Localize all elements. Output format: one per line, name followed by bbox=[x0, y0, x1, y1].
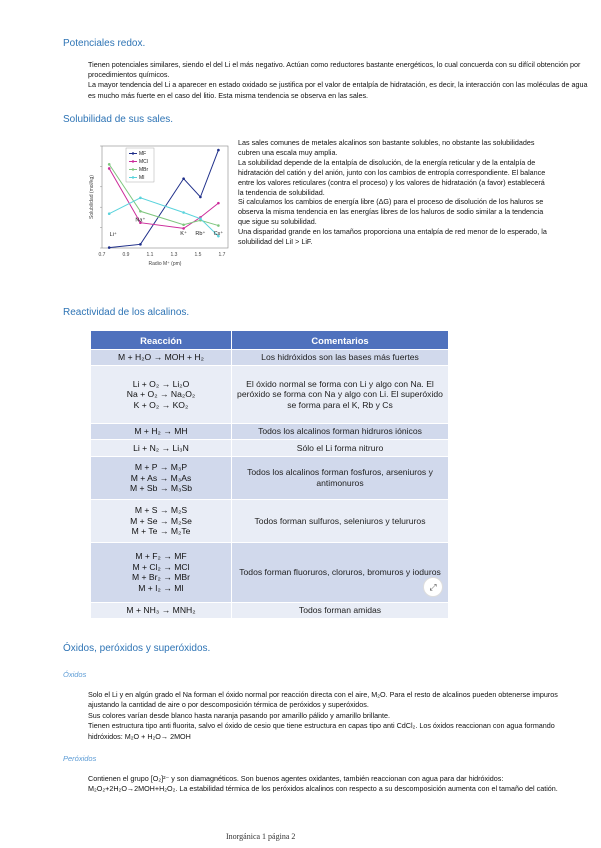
x-tick-label: 1.3 bbox=[170, 252, 178, 258]
page-footer: Inorgánica 1 página 2 bbox=[226, 832, 296, 841]
x-axis-label: Radio M⁺ (pm) bbox=[148, 261, 182, 267]
data-point-mf bbox=[108, 246, 111, 249]
section-title-redox: Potenciales redox. bbox=[63, 38, 146, 49]
section-title-oxidos: Óxidos, peróxidos y superóxidos. bbox=[63, 643, 211, 654]
legend-label: MBr bbox=[139, 167, 149, 173]
data-point-mi bbox=[199, 217, 202, 220]
reaction-equation: M + F₂ → MF bbox=[135, 551, 187, 562]
data-point-mcl bbox=[182, 227, 185, 230]
series-line-mcl bbox=[109, 168, 218, 228]
section-title-reactividad: Reactividad de los alcalinos. bbox=[63, 307, 190, 318]
reaction-equation: M + P → M₃P bbox=[134, 461, 188, 472]
data-point-mf bbox=[217, 149, 220, 152]
table-header-reaction: Reacción bbox=[91, 331, 232, 350]
data-point-mcl bbox=[108, 167, 111, 170]
legend-marker bbox=[132, 176, 134, 178]
reaction-cell bbox=[91, 350, 232, 366]
comment-cell: Todos forman fluoruros, cloruros, bromuros y ioduros bbox=[232, 542, 449, 602]
reaction-equation: M + Br₂ → MBr bbox=[131, 572, 190, 583]
plot-frame bbox=[102, 146, 228, 248]
reaction-cell bbox=[91, 499, 232, 542]
solubilidad-text bbox=[238, 138, 550, 247]
reaction-cell bbox=[91, 602, 232, 618]
data-point-mbr bbox=[217, 224, 220, 227]
reaction-equation: M + I₂ → MI bbox=[138, 582, 184, 593]
redox-paragraph: La mayor tendencia del Li a aparecer en estado oxidado se justifica por el valor de entalpía de hidratación, es decir, la interacción con las moléculas de agua es mucho más fuerte en el caso del litio. Esta misma tendencia se observa en las sales. bbox=[88, 80, 588, 100]
reaction-equation: M + Se → M₂Se bbox=[130, 515, 192, 526]
x-tick-label: 1.1 bbox=[146, 252, 154, 258]
comment-cell: Todos los alcalinos forman fosfuros, arseniuros y antimonuros bbox=[232, 456, 449, 499]
data-point-mi bbox=[139, 197, 142, 200]
data-point-mcl bbox=[217, 202, 220, 205]
reaction-cell bbox=[91, 423, 232, 439]
comment-cell: Todos forman sulfuros, seleniuros y telururos bbox=[232, 499, 449, 542]
reaction-cell bbox=[91, 542, 232, 602]
redox-text bbox=[88, 60, 588, 101]
cation-label: Cs⁺ bbox=[213, 230, 224, 237]
reaction-equation: M + H₂ → MH bbox=[134, 426, 188, 437]
y-axis-label: Solubilidad (mol/kg) bbox=[89, 175, 95, 219]
comment-cell: Todos los alcalinos forman hidruros iónicos bbox=[232, 423, 449, 439]
reaction-equation: M + Te → M₂Te bbox=[131, 526, 191, 537]
x-tick-label: 0.7 bbox=[98, 252, 106, 258]
peroxidos-paragraph: Contienen el grupo [O₂]²⁻ y son diamagnéticos. Son buenos agentes oxidantes, también reaccionan con agua para dar hidróxidos: M₂O₂+2H₂O→2MOH+H₂O₂. La estabilidad térmica de los peróxidos alcalinos con respecto a su descomposición aumenta con el tamaño del catión. bbox=[88, 774, 558, 794]
table-row bbox=[91, 423, 449, 439]
expand-icon[interactable]: ⤢ bbox=[423, 577, 443, 597]
x-tick-label: 1.7 bbox=[218, 252, 226, 258]
data-point-mi bbox=[182, 211, 185, 214]
table-row bbox=[91, 350, 449, 366]
table-row bbox=[91, 366, 449, 423]
table-row bbox=[91, 499, 449, 542]
data-point-mf bbox=[199, 196, 202, 199]
oxidos-paragraph: Sus colores varían desde blanco hasta naranja pasando por amarillo pálido y amarillo brillante. bbox=[88, 710, 391, 720]
cation-label: K⁺ bbox=[180, 230, 187, 237]
x-tick-label: 0.9 bbox=[122, 252, 130, 258]
comment-cell: Todos forman amidas bbox=[232, 602, 449, 618]
legend-label: MI bbox=[139, 175, 145, 181]
reaction-cell bbox=[91, 366, 232, 423]
table-row bbox=[91, 602, 449, 618]
table-row bbox=[91, 542, 449, 602]
data-point-mf bbox=[182, 177, 185, 180]
cation-label: Na⁺ bbox=[135, 217, 146, 224]
redox-paragraph: Tienen potenciales similares, siendo el del Li el más negativo. Actúan como reductores bastante energéticos, lo cual concuerda con su difícil obtención por procedimientos químicos. bbox=[88, 60, 581, 80]
data-point-mi bbox=[108, 212, 111, 215]
table-row bbox=[91, 440, 449, 456]
reaction-equation: Li + O₂ → Li₂O bbox=[132, 378, 190, 389]
solubilidad-paragraph: Una disparidad grande en los tamaños proporciona una entalpía de red menor de lo esperado, la solubilidad del LiI > LiF. bbox=[238, 227, 547, 247]
solubilidad-paragraph: Las sales comunes de metales alcalinos son bastante solubles, no obstante las solubilidades cubren una escala muy amplia. bbox=[238, 138, 535, 157]
reaction-equation: Li + N₂ → Li₃N bbox=[133, 442, 189, 453]
x-tick-label: 1.5 bbox=[194, 252, 202, 258]
reaction-equation: Na + O₂ → Na₂O₂ bbox=[126, 389, 196, 400]
reaction-equation: M + NH₃ → MNH₂ bbox=[126, 604, 196, 615]
comment-cell: El óxido normal se forma con Li y algo con Na. El peróxido se forma con Na y algo con Li. El superóxido se forma para el K, Rb y Cs bbox=[232, 366, 449, 423]
reaction-equation: M + S → M₂S bbox=[134, 505, 188, 516]
solubilidad-paragraph: La solubilidad depende de la entalpía de disolución, de la energía reticular y de la entalpía de hidratación del catión y del anión, junto con los cambios de entropía correspondiente. El balance entre los valores reticulares (contra el proceso) y los valores de hidratación (a favor) establecerá la tendencia de solubilidad. bbox=[238, 157, 546, 197]
reaction-table bbox=[90, 330, 449, 619]
oxidos-paragraph: Solo el Li y en algún grado el Na forman el óxido normal por reacción directa con el aire, M₂O. Para el resto de alcalinos pueden obtenerse impuros ajustando la cantidad de aire o por descomposición térmica de peróxidos y superóxidos. bbox=[88, 690, 558, 710]
reaction-cell bbox=[91, 440, 232, 456]
subtitle-oxidos: Óxidos bbox=[63, 670, 87, 679]
reaction-equation: M + Cl₂ → MCl bbox=[132, 561, 190, 572]
reaction-cell bbox=[91, 456, 232, 499]
legend-label: MF bbox=[139, 151, 147, 157]
data-point-mf bbox=[139, 243, 142, 246]
data-point-mbr bbox=[108, 163, 111, 166]
cation-label: Li⁺ bbox=[109, 231, 117, 238]
solubility-chart-svg bbox=[86, 136, 234, 272]
solubilidad-paragraph: Si calculamos los cambios de energía libre (ΔG) para el proceso de disolución de los haluros se observa la misma tendencia en las energías libres de los haluros de sodio similar a la tendencia que sigue su solubilidad. bbox=[238, 197, 544, 227]
table-row bbox=[91, 456, 449, 499]
data-point-mbr bbox=[139, 210, 142, 213]
oxidos-paragraph: Tienen estructura tipo anti fluorita, salvo el óxido de cesio que tiene estructura en capas tipo anti CdCl₂. Los óxidos reaccionan con agua formando hidróxidos: M₂O + H₂O→ 2MOH bbox=[88, 721, 555, 741]
legend-marker bbox=[132, 168, 134, 170]
comment-cell: Los hidróxidos son las bases más fuertes bbox=[232, 350, 449, 366]
cation-label: Rb⁺ bbox=[195, 230, 206, 237]
reaction-equation: M + H₂O → MOH + H₂ bbox=[118, 352, 204, 363]
peroxidos-text bbox=[88, 774, 590, 795]
reaction-equation: M + As → M₃As bbox=[130, 472, 192, 483]
oxidos-text bbox=[88, 690, 590, 742]
comment-cell: Sólo el Li forma nitruro bbox=[232, 440, 449, 456]
section-title-solubilidad: Solubilidad de sus sales. bbox=[63, 114, 174, 125]
legend-label: MCl bbox=[139, 159, 148, 165]
table-header-comments: Comentarios bbox=[232, 331, 449, 350]
legend-marker bbox=[132, 160, 134, 162]
subtitle-peroxidos: Peróxidos bbox=[63, 754, 97, 763]
solubility-chart bbox=[86, 136, 234, 272]
reaction-equation: K + O₂ → KO₂ bbox=[133, 399, 189, 410]
legend-marker bbox=[132, 152, 134, 154]
data-point-mbr bbox=[182, 223, 185, 226]
reaction-equation: M + Sb → M₃Sb bbox=[129, 483, 192, 494]
